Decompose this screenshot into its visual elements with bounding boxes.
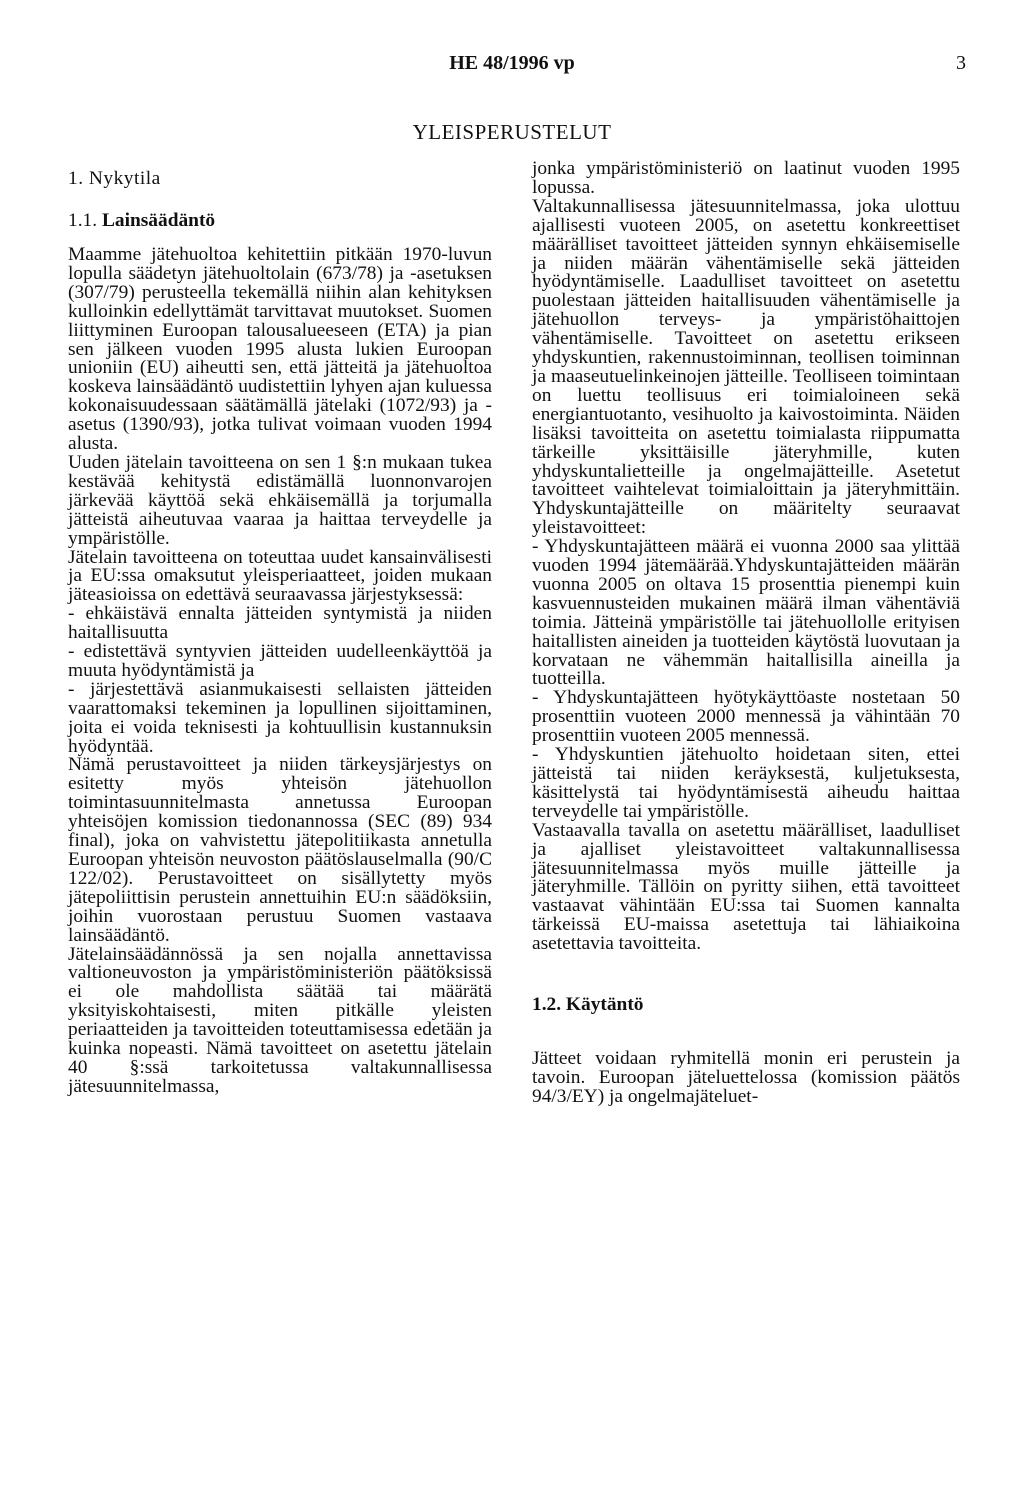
page-header <box>0 52 1024 76</box>
list-item: - Yhdyskuntien jätehuolto hoidetaan siten, ettei jätteistä tai niiden keräyksestä, kuljetuksesta, käsittelystä tai hyödyntämisestä aiheudu haittaa terveydelle tai ympäristölle. <box>532 744 960 822</box>
page-number: 3 <box>956 52 966 74</box>
heading-number: 1.1. <box>68 210 98 231</box>
section-title: YLEISPERUSTELUT <box>412 120 612 144</box>
document-id: HE 48/1996 vp <box>449 52 575 74</box>
list-item: - ehkäistävä ennalta jätteiden syntymistä ja niiden haitallisuutta <box>68 603 492 644</box>
heading-nykytila: 1. Nykytila <box>68 168 161 189</box>
list-item: - Yhdyskuntajätteen määrä ei vuonna 2000 saa ylittää vuoden 1994 jätemäärää.Yhdyskuntajätteiden määrän vuonna 2005 on oltava 15 prosenttia pienempi kuin kasvuennusteiden mukainen määrä ilman vähentäviä toimia. Jätteinä ympäristölle tai jätehuollolle erityisen haitallisten aineiden ja tuotteiden käytöstä luovutaan ja korvataan ne vähemmän haitallisilla aineilla ja tuotteilla. <box>532 536 960 690</box>
list-item: - järjestettävä asianmukaisesti sellaisten jätteiden vaarattomaksi tekeminen ja lopullinen sijoittaminen, joita ei voida teknisesti ja kohtuullisin kustannuksin hyödyntää. <box>68 678 492 757</box>
paragraph: Uuden jätelain tavoitteena on sen 1 §:n mukaan tukea kestävää kehitystä edistämällä luonnonvarojen järkevää käyttöä sekä ehkäisemällä ja torjumalla jätteistä aiheutuvaa vaaraa ja haittaa terveydelle ja ympäristölle. <box>68 451 492 549</box>
list-item: - edistettävä syntyvien jätteiden uudelleenkäyttöä ja muuta hyödyntämistä ja <box>68 641 492 681</box>
paragraph: Jätelainsäädännössä ja sen nojalla annettavissa valtioneuvoston ja ympäristöministeriön päätöksissä ei ole mahdollista säätää tai määrätä yksityiskohtaisesti, miten pitkälle yleisten periaatteiden ja tavoitteiden toteuttamisessa edetään ja kuinka nopeasti. Nämä tavoitteet on asetettu jätelain 40 §:ssä tarkoitetussa valtakunnallisessa jätesuunnitelmassa, <box>68 943 492 1097</box>
heading-text: Lainsäädäntö <box>101 210 216 231</box>
right-column <box>532 160 960 1107</box>
paragraph: jonka ympäristöministeriö on laatinut vuoden 1995 lopussa. <box>532 158 960 198</box>
list-item: - Yhdyskuntajätteen hyötykäyttöaste nostetaan 50 prosenttiin vuoteen 2000 mennessä ja vähintään 70 prosenttiin vuoteen 2005 mennessä. <box>532 687 960 747</box>
paragraph: Vastaavalla tavalla on asetettu määrälliset, laadulliset ja ajalliset yleistavoitteet valtakunnallisessa jätesuunnitelmassa myös muille jätteille ja jäteryhmille. Tällöin on pyritty siihen, että tavoitteet vastaavat vähintään EU:ssa tai Suomen kannalta tärkeissä EU-maissa asetettuja tai lähiaikoina asetettavia tavoitteita. <box>532 819 960 955</box>
heading-lainsaadanto <box>68 210 492 232</box>
paragraph: Valtakunnallisessa jätesuunnitelmassa, joka ulottuu ajallisesti vuoteen 2005, on asetettu konkreettiset määrälliset tavoitteet jätteiden synnyn ehkäisemiselle ja niiden määrän vähentämiselle sekä jätteiden hyödyntämiselle. Laadulliset tavoitteet on asetettu puolestaan jätteiden haitallisuuden vähentämiselle ja jätehuollon terveys- ja ympäristöhaittojen vähentämiselle. Tavoitteet on asetettu erikseen yhdyskuntien, rakennustoiminnan, teollisen toiminnan ja maaseutuelinkeinojen jätteille. Teolliseen toimintaan on luettu teollisuus eri toimialoineen sekä energiantuotanto, vesihuolto ja kaivostoiminta. Näiden lisäksi tavoitteita on asetettu toimialasta riippumatta tärkeille yksittäisille jäteryhmille, kuten yhdyskuntalietteille ja ongelmajätteille. Asetetut tavoitteet vaihtelevat toimialoittain ja jäteryhmittäin. Yhdyskuntajätteille on määritelty seuraavat yleistavoitteet: <box>532 195 960 539</box>
paragraph: Jätteet voidaan ryhmitellä monin eri perustein ja tavoin. Euroopan jäteluettelossa (komission päätös 94/3/EY) ja ongelmajäteluet- <box>532 1048 960 1107</box>
left-column <box>68 160 492 1097</box>
paragraph: Nämä perustavoitteet ja niiden tärkeysjärjestys on esitetty myös yhteisön jätehuollon toimintasuunnitelmasta annetussa Euroopan yhteisöjen komission tiedonannossa (SEC (89) 934 final), joka on vahvistettu jätepolitiikasta annetulla Euroopan yhteisön neuvoston päätöslauselmalla (90/C 122/02). Perustavoitteet on sisällytetty myös jätepoliittisin perustein annettuihin EU:n säädöksiin, joihin vuorostaan perustuu Suomen vastaava lainsäädäntö. <box>68 754 492 946</box>
heading-kaytanto: 1.2. Käytäntö <box>532 994 644 1016</box>
paragraph: Maamme jätehuoltoa kehitettiin pitkään 1970-luvun lopulla säädetyn jätehuoltolain (673/78) ja -asetuksen (307/79) perusteella tekemällä niihin alan kehityksen kulloinkin edellyttämät tarvittavat muutokset. Suomen liittyminen Euroopan talousalueeseen (ETA) ja pian sen jälkeen vuoden 1995 alusta lukien Euroopan unioniin (EU) aiheutti sen, että jätteitä ja jätehuoltoa koskeva lainsäädäntö uudistettiin lyhyen ajan kuluessa kokonaisuudessaan säätämällä jätelaki (1072/93) ja -asetus (1390/93), jotka tulivat voimaan vuoden 1994 alusta. <box>68 244 492 455</box>
paragraph: Jätelain tavoitteena on toteuttaa uudet kansainvälisesti ja EU:ssa omaksutut yleisperiaatteet, joiden mukaan jäteasioissa on edettävä seuraavassa järjestyksessä: <box>68 546 492 606</box>
